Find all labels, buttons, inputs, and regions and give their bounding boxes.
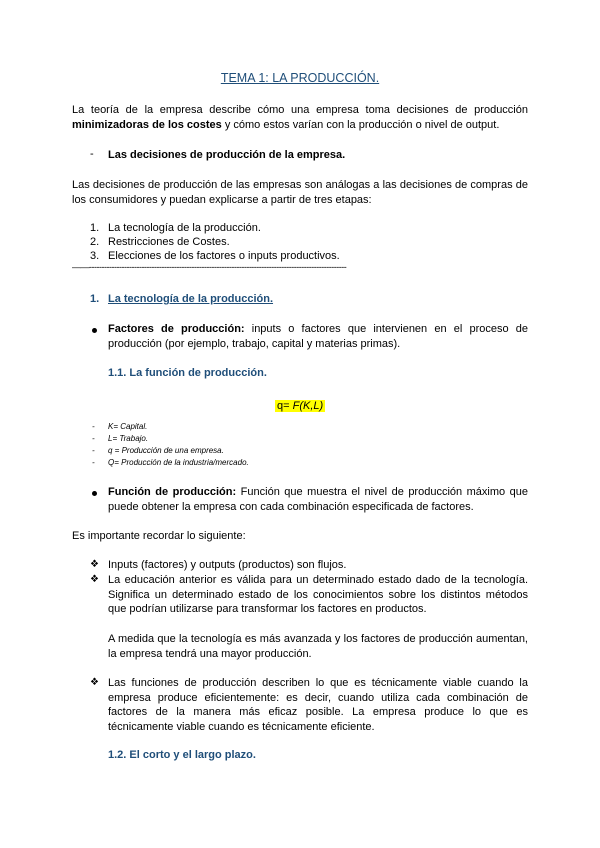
factors-text: inputs o factores que intervienen en el proceso de producción (por ejemplo, trabajo, capital y materias primas). <box>108 323 528 350</box>
diamond-bullet-icon: ❖ <box>90 574 99 585</box>
section1-number: 1. <box>90 293 100 305</box>
bullet-icon <box>92 328 97 333</box>
formula-q: q= <box>277 400 290 412</box>
point-text: La educación anterior es válida para un determinado estado dado de la tecnología. Significa un determinado estado de los conocimientos sobre los distintos métodos que podrían utilizarse para transformar los factores en productos. <box>108 574 528 615</box>
intro-text-1: La teoría de la empresa describe cómo una empresa toma decisiones de producción <box>72 104 528 116</box>
separator-rule: ——------------------------------------------------------------------------------------------------------- <box>72 262 347 272</box>
function-label: Función de producción: <box>108 486 237 498</box>
definition-dash: - <box>92 422 95 431</box>
remember-text: Es importante recordar lo siguiente: <box>72 530 246 542</box>
step-number: 3. <box>90 250 100 262</box>
diamond-bullet-icon: ❖ <box>90 677 99 688</box>
intro-paragraph <box>72 103 528 132</box>
step-text: La tecnología de la producción. <box>108 222 261 234</box>
decisions-paragraph: Las decisiones de producción de las empresas son análogas a las decisiones de compras de los consumidores y puedan explicarse a partir de tres etapas: <box>72 179 528 206</box>
production-formula <box>275 396 325 414</box>
intro-bold: minimizadoras de los costes <box>72 118 222 131</box>
definition-text: K= Capital. <box>108 422 148 431</box>
page-title: TEMA 1: LA PRODUCCIÓN. <box>220 71 380 85</box>
definition-dash: - <box>92 434 95 443</box>
decisions-dash: - <box>90 148 94 160</box>
section1-heading: La tecnología de la producción. <box>108 293 274 305</box>
point-text: A medida que la tecnología es más avanzada y los factores de producción aumentan, la empresa tendrá una mayor producción. <box>108 633 528 660</box>
definition-dash: - <box>92 458 95 467</box>
factors-paragraph <box>108 322 528 351</box>
point-text: Las funciones de producción describen lo que es técnicamente viable cuando la empresa produce eficientemente: es decir, cuando utiliza cada combinación de factores de la manera más eficaz posible. La empresa produce lo que es técnicamente viable cuando es técnicamente eficiente. <box>108 677 528 733</box>
step-number: 1. <box>90 222 100 234</box>
definition-text: q = Producción de una empresa. <box>108 446 224 455</box>
point-text: Inputs (factores) y outputs (productos) son flujos. <box>108 559 347 571</box>
formula-highlight <box>275 400 325 412</box>
definition-dash: - <box>92 446 95 455</box>
formula-f: F(K,L) <box>289 400 324 412</box>
decisions-heading: Las decisiones de producción de la empresa. <box>108 149 346 161</box>
bullet-icon <box>92 491 97 496</box>
step-text: Elecciones de los factores o inputs productivos. <box>108 250 340 262</box>
subsection-heading: 1.2. El corto y el largo plazo. <box>108 749 256 761</box>
intro-text-2: y cómo estos varían con la producción o nivel de output. <box>221 118 500 131</box>
subsection-heading: 1.1. La función de producción. <box>108 367 267 379</box>
step-number: 2. <box>90 236 100 248</box>
definition-text: L= Trabajo. <box>108 434 149 443</box>
factors-label: Factores de producción: <box>108 323 245 335</box>
function-text: Función que muestra el nivel de producción máximo que puede obtener la empresa con cada combinación especificada de factores. <box>108 486 528 513</box>
definition-text: Q= Producción de la industria/mercado. <box>108 458 249 467</box>
step-text: Restricciones de Costes. <box>108 236 230 248</box>
function-paragraph <box>108 485 528 514</box>
diamond-bullet-icon: ❖ <box>90 559 99 570</box>
